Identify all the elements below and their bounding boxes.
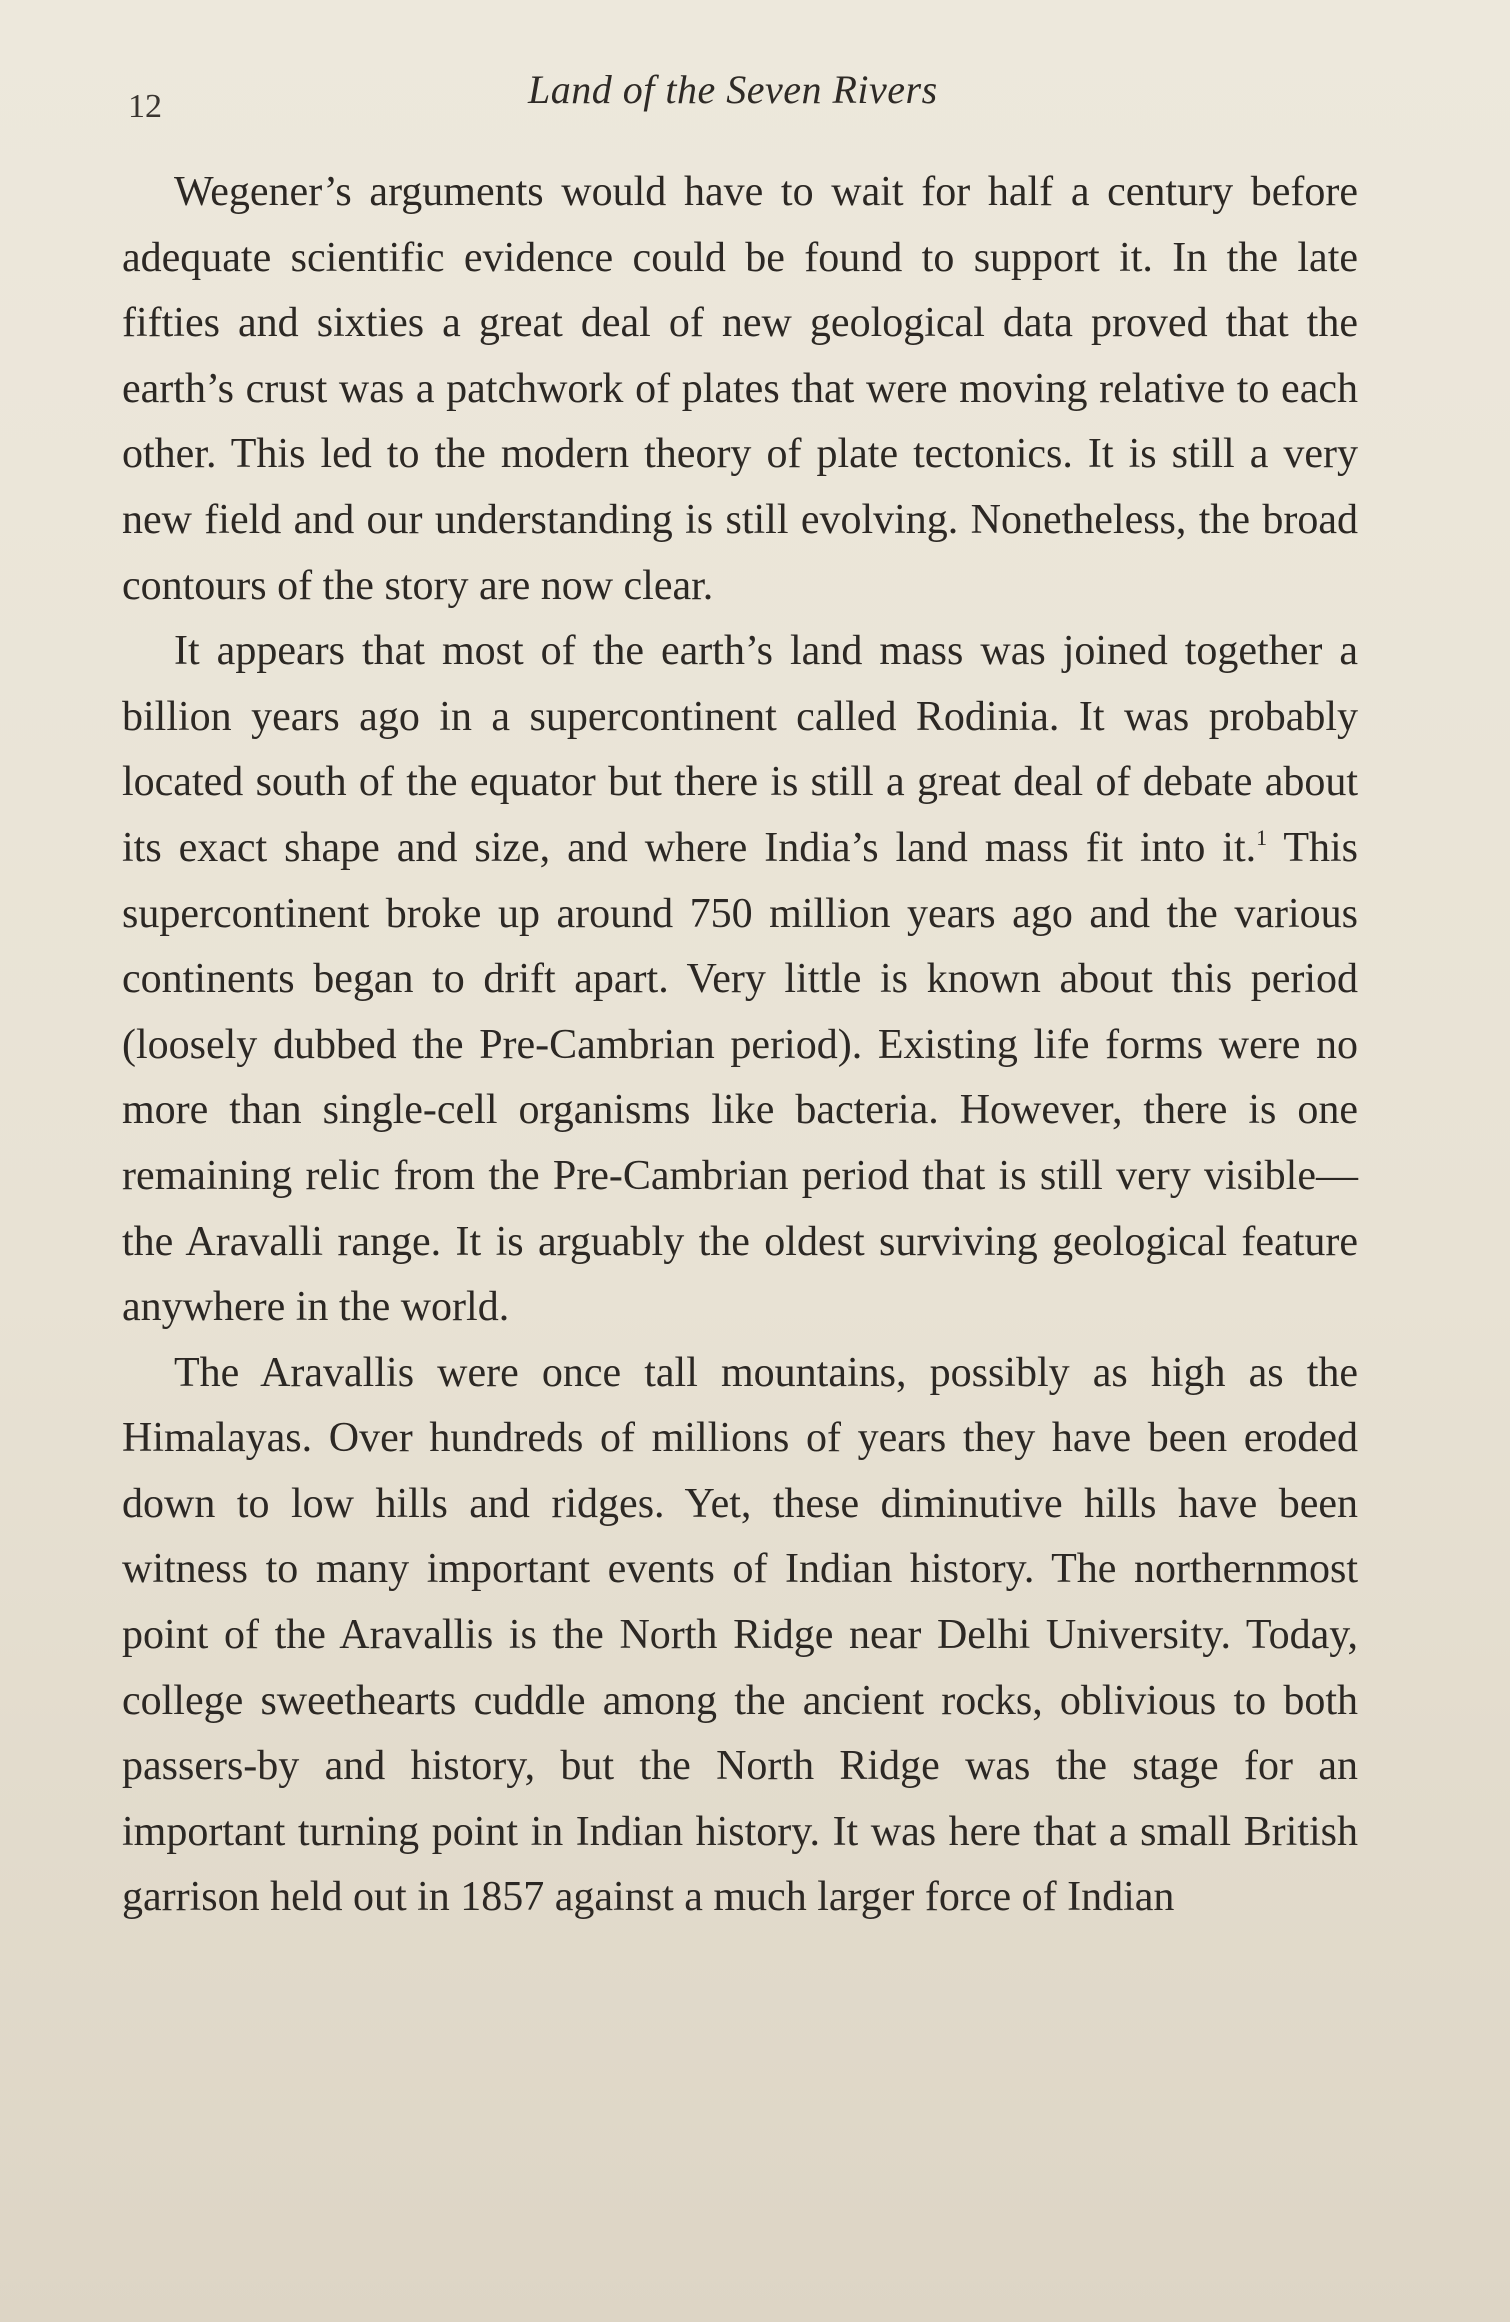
book-title: Land of the Seven Rivers [528,67,938,112]
running-head [0,58,1510,138]
body-text [122,160,1358,1931]
paragraph-2-text-before-note: It appears that most of the earth’s land mass was joined together a billion years ago in a supercontinent called Rodinia. It was probably located south of the equator but there is still a great deal of debate about its exact shape and size, and where India’s land mass fit into it. [122,628,1358,871]
paragraph-2 [122,619,1358,1341]
footnote-marker[interactable]: 1 [1256,824,1268,850]
paragraph-3: The Aravallis were once tall mountains, possibly as high as the Himalayas. Over hundreds of millions of years they have been eroded down to low hills and ridges. Yet, these diminutive hills have been witness to many important events of Indian history. The northernmost point of the Aravallis is the North Ridge near Delhi University. Today, college sweethearts cuddle among the ancient rocks, oblivious to both passers-by and history, but the North Ridge was the stage for an important turning point in Indian history. It was here that a small British garrison held out in 1857 against a much larger force of Indian [122,1349,1358,1921]
page-number: 12 [128,88,162,125]
paragraph-1: Wegener’s arguments would have to wait for half a century before adequate scientific evidence could be found to support it. In the late fifties and sixties a great deal of new geological data proved that the earth’s crust was a patchwork of plates that were moving relative to each other. This led to the modern theory of plate tectonics. It is still a very new field and our understanding is still evolving. Nonetheless, the broad contours of the story are now clear. [122,169,1358,609]
paragraph-2-text-after-note: This supercontinent broke up around 750 million years ago and the various continents began to drift apart. Very little is known about this period (loosely dubbed the Pre-Cambrian period). Existing life forms were no more than single-cell organisms like bacteria. However, there is one remaining relic from the Pre-Cambrian period that is still very visible—the Aravalli range. It is arguably the oldest surviving geological feature anywhere in the world. [122,824,1358,1331]
